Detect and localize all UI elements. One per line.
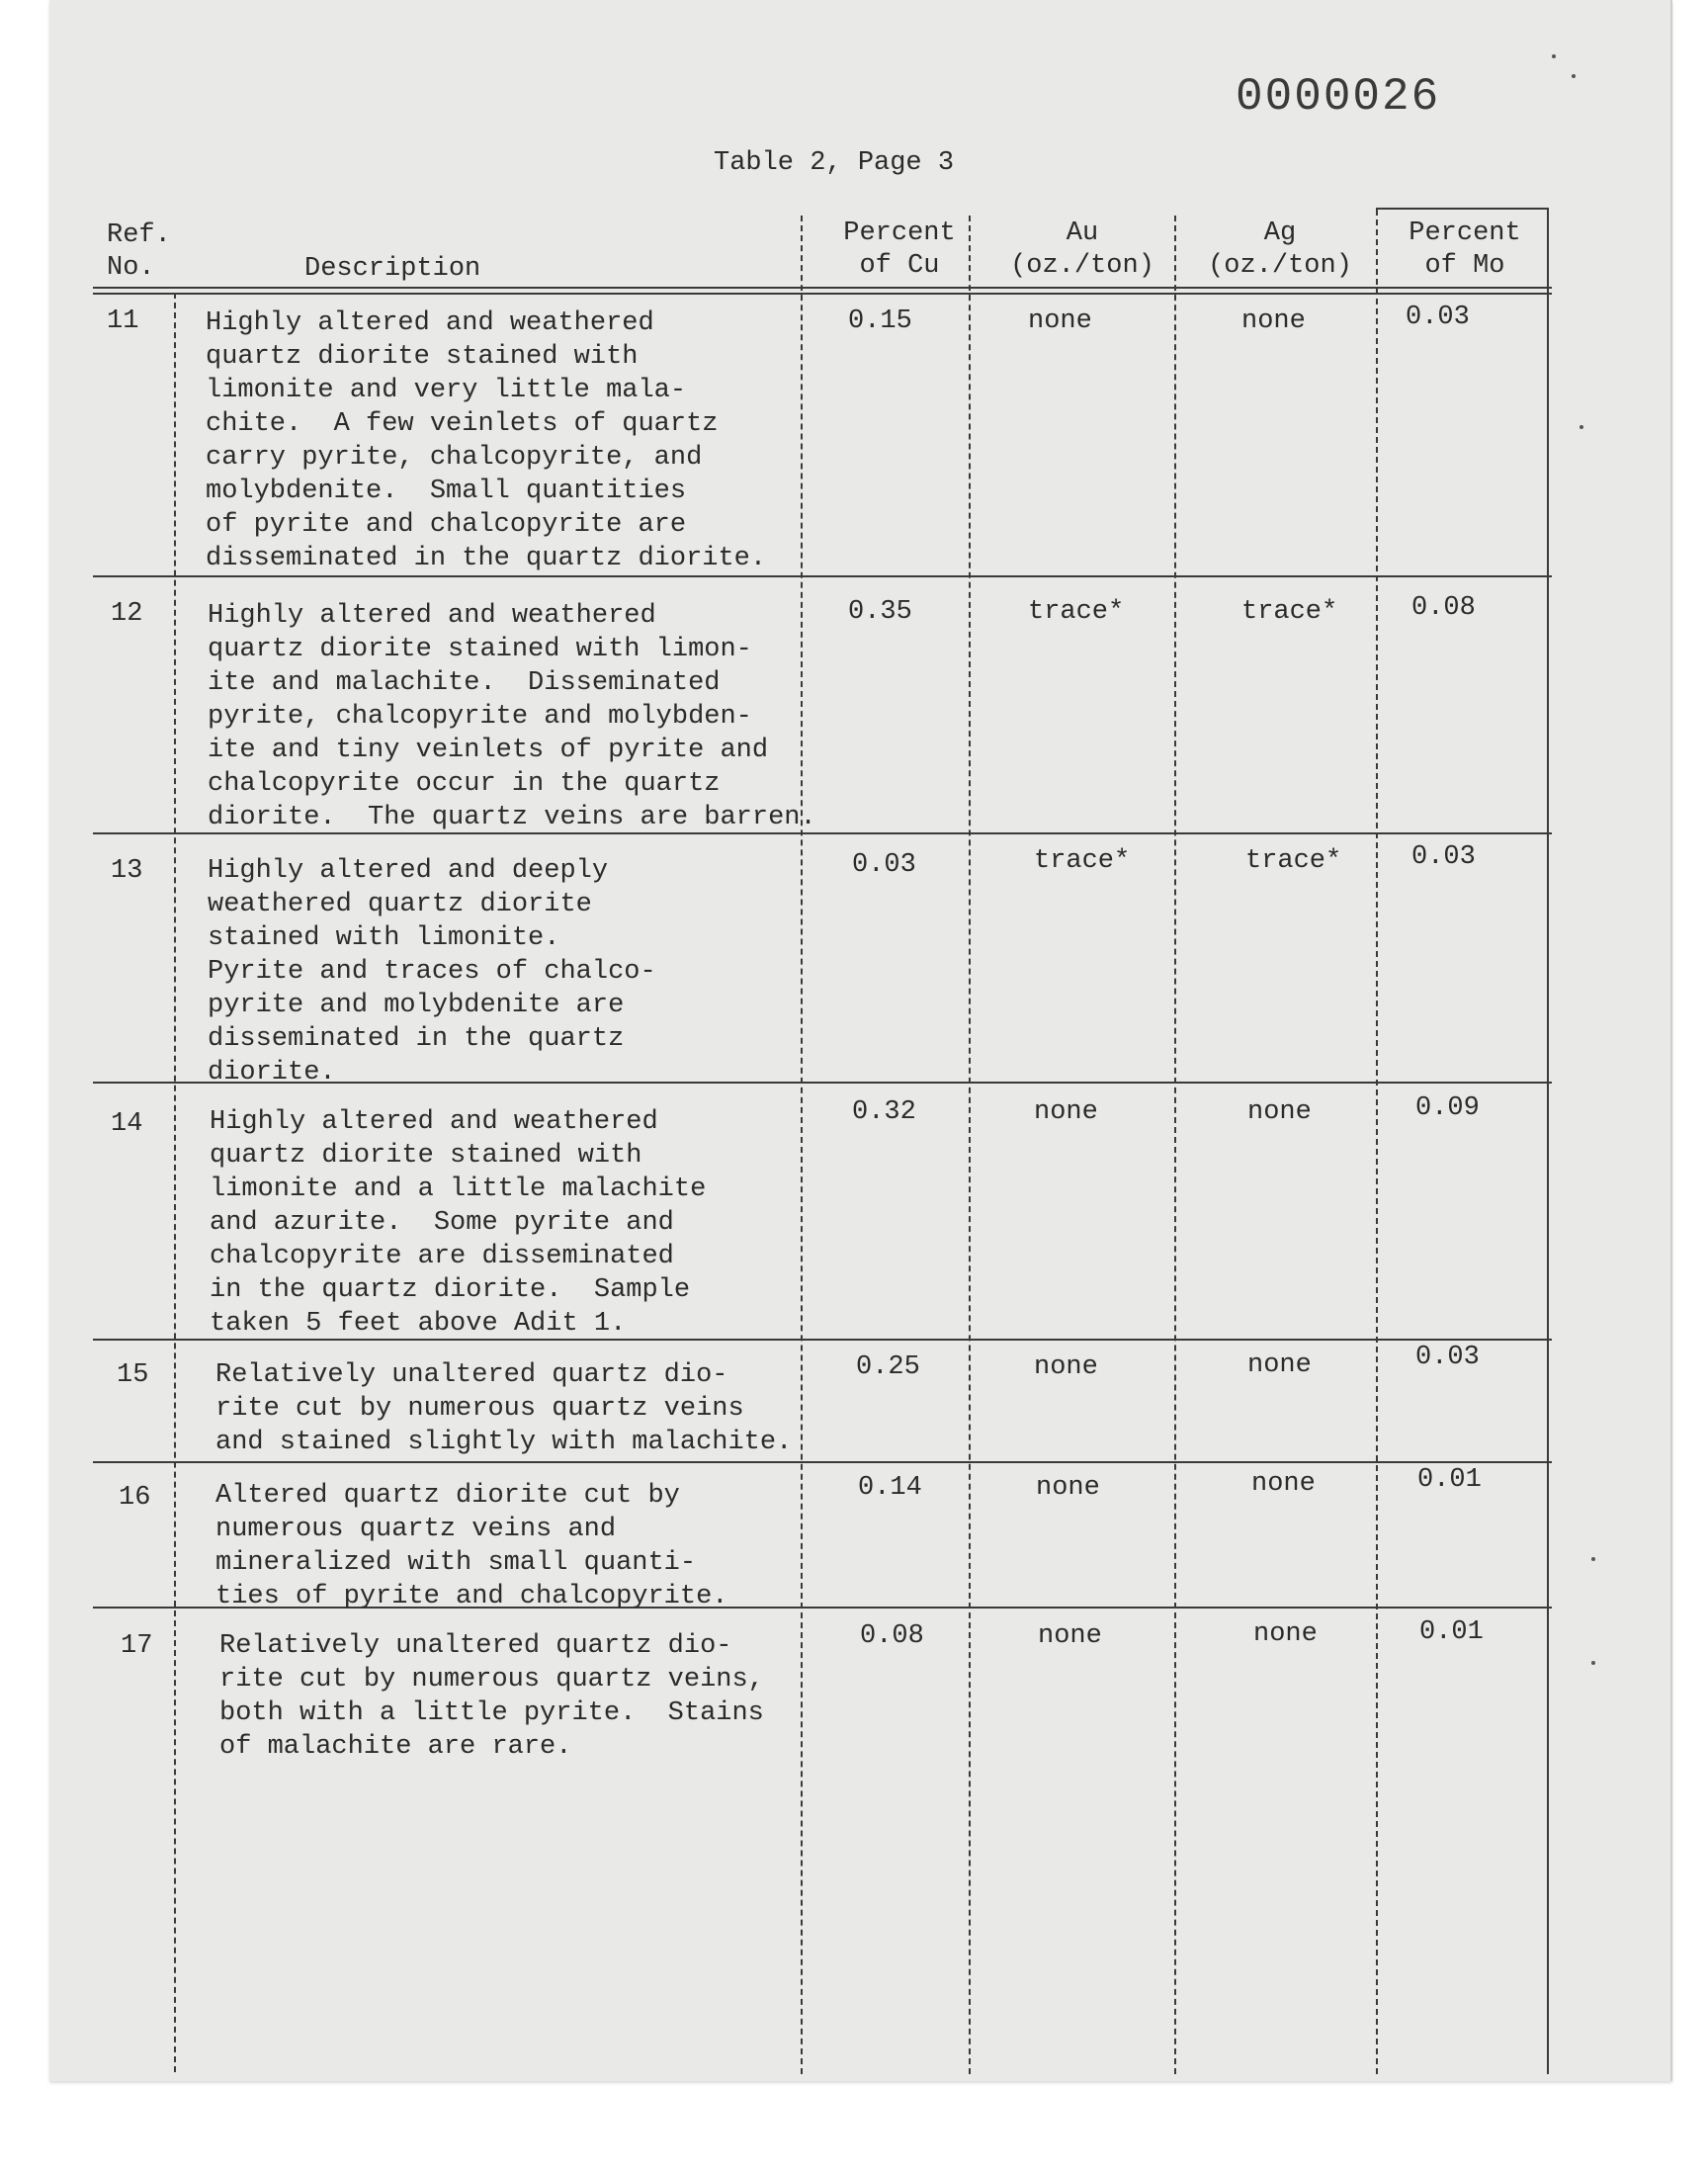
row-16-description: Altered quartz diorite cut by numerous quartz veins and mineralized with small quanti- ties of pyrite and chalcopyrite.: [215, 1481, 728, 1611]
header-rule-top: [93, 287, 1552, 289]
column-divider-ag: [1376, 210, 1378, 2074]
row-15-au: none: [1034, 1352, 1098, 1382]
row-13-cu: 0.03: [852, 850, 916, 880]
row-separator-15: [93, 1461, 1552, 1463]
row-13-ag: trace*: [1245, 846, 1342, 876]
row-17-description: Relatively unaltered quartz dio- rite cut by numerous quartz veins, both with a little pyrite. Stains of malachite are rare.: [219, 1631, 764, 1762]
row-17-ref: 17: [121, 1631, 153, 1661]
row-12-ref: 12: [111, 599, 143, 629]
row-13-description: Highly altered and deeply weathered quartz diorite stained with limonite. Pyrite and traces of chalco- pyrite and molybdenite are disseminated in the quartz diorite.: [208, 856, 656, 1088]
header-rule-bottom: [93, 293, 1552, 295]
row-14-au: none: [1034, 1097, 1098, 1127]
row-12-ag: trace*: [1241, 597, 1338, 627]
row-13-mo: 0.03: [1411, 842, 1476, 872]
header-top-right-rule: [1376, 208, 1549, 210]
row-16-au: none: [1036, 1473, 1100, 1503]
header-percent-cu: Percent of Cu: [843, 218, 956, 281]
column-divider-description: [801, 216, 803, 2074]
row-17-cu: 0.08: [860, 1621, 924, 1651]
row-15-ag: none: [1247, 1350, 1312, 1380]
document-page: [49, 0, 1672, 2081]
row-17-ag: none: [1253, 1619, 1318, 1649]
row-11-ref: 11: [107, 306, 139, 336]
row-14-mo: 0.09: [1415, 1093, 1480, 1123]
row-12-cu: 0.35: [848, 597, 912, 627]
row-12-au: trace*: [1028, 597, 1125, 627]
row-15-ref: 15: [117, 1360, 149, 1390]
column-divider-ref: [174, 293, 176, 2072]
scan-speck: [1591, 1661, 1595, 1665]
row-11-ag: none: [1241, 306, 1306, 336]
table-right-edge: [1547, 208, 1549, 2074]
table-title: Table 2, Page 3: [714, 148, 955, 178]
row-11-mo: 0.03: [1406, 303, 1470, 332]
header-ref-no: Ref. No.: [107, 220, 171, 283]
row-12-description: Highly altered and weathered quartz diorite stained with limon- ite and malachite. Disseminated pyrite, chalcopyrite and molybden- ite and tiny veinlets of pyrite and chalcopyrite occur in the quartz diorite. The quartz veins are barren.: [208, 601, 816, 832]
row-14-ag: none: [1247, 1097, 1312, 1127]
header-au: Au (oz./ton): [1010, 218, 1154, 281]
row-11-cu: 0.15: [848, 306, 912, 336]
row-15-description: Relatively unaltered quartz dio- rite cut by numerous quartz veins and stained slightly with malachite.: [215, 1360, 793, 1457]
row-16-cu: 0.14: [858, 1473, 922, 1503]
row-11-au: none: [1028, 306, 1092, 336]
header-ag: Ag (oz./ton): [1208, 218, 1352, 281]
row-15-mo: 0.03: [1415, 1343, 1480, 1372]
row-11-description: Highly altered and weathered quartz diorite stained with limonite and very little mala- chite. A few veinlets of quartz carry pyrite, chalcopyrite, and molybdenite. Small quantities of pyrite and chalcopyrite are disseminated in the quartz diorite.: [206, 308, 767, 573]
scan-speck: [1580, 425, 1583, 429]
row-13-au: trace*: [1034, 846, 1131, 876]
row-separator-11: [93, 575, 1552, 577]
scan-speck: [1552, 54, 1556, 58]
scan-speck: [1572, 74, 1576, 78]
row-17-mo: 0.01: [1419, 1617, 1484, 1647]
row-15-cu: 0.25: [856, 1352, 920, 1382]
row-16-ag: none: [1251, 1469, 1316, 1499]
row-13-ref: 13: [111, 856, 143, 886]
row-16-mo: 0.01: [1417, 1465, 1482, 1495]
row-14-cu: 0.32: [852, 1097, 916, 1127]
header-percent-mo: Percent of Mo: [1409, 218, 1521, 281]
row-12-mo: 0.08: [1411, 593, 1476, 623]
document-number: 0000026: [1236, 71, 1441, 123]
row-14-ref: 14: [111, 1109, 143, 1139]
row-16-ref: 16: [119, 1483, 151, 1513]
column-divider-au: [1174, 216, 1176, 2074]
row-17-au: none: [1038, 1621, 1102, 1651]
header-description: Description: [304, 254, 481, 284]
row-14-description: Highly altered and weathered quartz diorite stained with limonite and a little malachite and azurite. Some pyrite and chalcopyrite are disseminated in the quartz diorite. Sample taken 5 feet above Adit 1.: [210, 1107, 707, 1339]
scan-speck: [1591, 1557, 1595, 1561]
column-divider-cu: [969, 216, 971, 2074]
